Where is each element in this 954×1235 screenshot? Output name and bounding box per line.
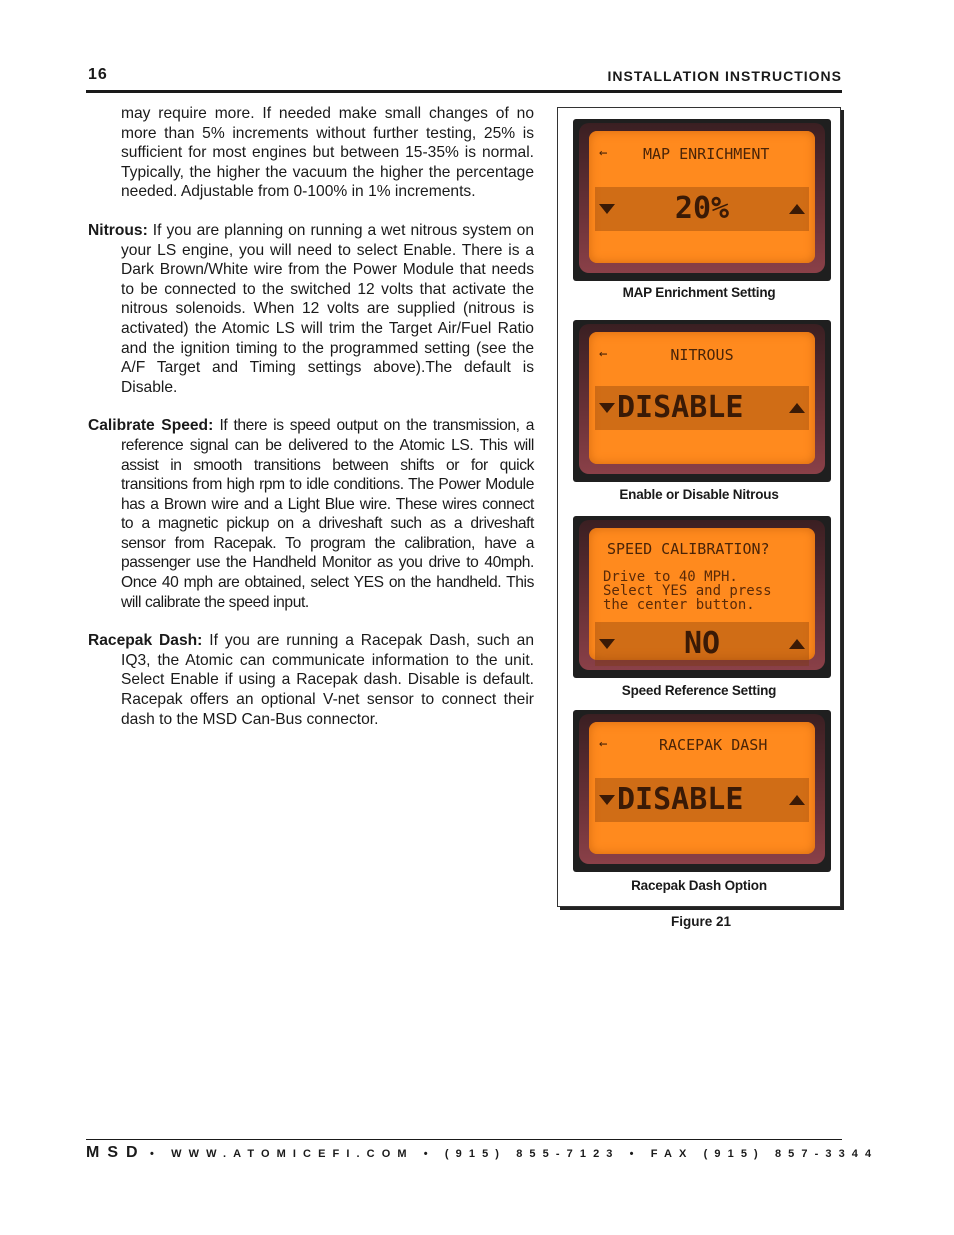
down-arrow-icon <box>599 204 615 214</box>
lcd-title: NITROUS <box>670 346 734 364</box>
lcd-screen-map-enrichment <box>573 119 831 281</box>
body-text <box>88 104 534 748</box>
up-arrow-icon <box>789 204 805 214</box>
figure-panel <box>557 107 841 907</box>
lcd-value: NO <box>683 626 721 661</box>
caption-racepak-dash: Racepak Dash Option <box>631 878 767 893</box>
lcd-value-bar <box>595 778 809 822</box>
caption-nitrous: Enable or Disable Nitrous <box>619 487 779 502</box>
lcd-message-line: the center button. <box>603 597 755 613</box>
calibrate-speed-text: If there is speed output on the transmission, a reference signal can be delivered to the Atomic LS. This will assist in smooth transitions between shifts or for quick transitions from high rpm to idle conditions. The Power Module has a Brown wire and a Light Blue wire. These wires connect to a magnetic pickup on a driveshaft such as a driveshaft sensor from Racepak. To program the calibration, have a passenger use the Handheld Monitor as you drive to 40mph. Once 40 mph are obtained, select YES on the handheld. This will calibrate the speed input. <box>121 417 534 611</box>
intro-paragraph: may require more. If needed make small changes of no more than 5% increments without further testing, 25% is sufficient for most engines but between 15-35% is normal. Typically, the higher the vacuum the higher the percentage needed. Adjustable from 0-100% in 1% increments. <box>121 105 534 201</box>
lcd-message-line: Drive to 40 MPH. <box>603 569 738 585</box>
handheld-bezel <box>579 714 825 864</box>
lcd-display <box>589 131 815 263</box>
down-arrow-icon <box>599 639 615 649</box>
handheld-bezel <box>579 520 825 670</box>
back-arrow-icon: ← <box>599 736 608 752</box>
racepak-dash-term: Racepak Dash: <box>88 632 203 650</box>
caption-map-enrichment: MAP Enrichment Setting <box>622 285 776 300</box>
page-header-title: INSTALLATION INSTRUCTIONS <box>607 68 842 84</box>
up-arrow-icon <box>789 639 805 649</box>
calibrate-speed-term: Calibrate Speed: <box>88 417 214 435</box>
nitrous-text: If you are planning on running a wet nitrous system on your LS engine, you will need to select Enable. There is a Dark Brown/White wire from the Power Module that needs to be connected to the switched 12 volts that activate the nitrous solenoids. When 12 volts are supplied (nitrous is activated) the Atomic LS will trim the Target Air/Fuel Ratio and the ignition timing to the programmed setting (see the A/F Target and Timing settings above).The default is Disable. <box>121 221 534 396</box>
lcd-title: SPEED CALIBRATION? <box>607 540 770 558</box>
page-footer <box>86 1144 879 1162</box>
lcd-value-bar <box>595 386 809 430</box>
handheld-bezel <box>579 123 825 273</box>
lcd-screen-nitrous <box>573 320 831 482</box>
lcd-title: MAP ENRICHMENT <box>643 145 770 163</box>
lcd-title: RACEPAK DASH <box>659 736 768 754</box>
figure-label: Figure 21 <box>670 914 732 929</box>
lcd-value-bar <box>595 622 809 666</box>
lcd-screen-racepak-dash <box>573 710 831 872</box>
back-arrow-icon: ← <box>599 346 608 362</box>
nitrous-term: Nitrous: <box>88 221 148 239</box>
caption-speed-reference: Speed Reference Setting <box>621 683 777 698</box>
racepak-dash-paragraph <box>88 631 534 729</box>
racepak-dash-text: If you are running a Racepak Dash, such an IQ3, the Atomic can communicate information to the unit. Select Enable if using a Racepak dash. Disable is default. Racepak offers an optional V-net sensor to connect their dash to the MSD Can-Bus connector. <box>121 632 535 728</box>
lcd-value: DISABLE <box>617 390 744 425</box>
lcd-value: DISABLE <box>617 782 744 817</box>
lcd-value-bar <box>595 187 809 231</box>
down-arrow-icon <box>599 795 615 805</box>
lcd-value: 20% <box>674 191 730 226</box>
calibrate-speed-paragraph <box>88 416 534 612</box>
lcd-screen-speed-calibration <box>573 516 831 678</box>
footer-rule <box>86 1139 842 1140</box>
handheld-bezel <box>579 324 825 474</box>
down-arrow-icon <box>599 403 615 413</box>
lcd-display <box>589 528 815 660</box>
lcd-message-line: Select YES and press <box>603 583 772 599</box>
up-arrow-icon <box>789 403 805 413</box>
footer-brand: MSD <box>86 1144 146 1161</box>
nitrous-paragraph <box>88 221 534 397</box>
lcd-message <box>603 570 772 612</box>
lcd-display <box>589 722 815 854</box>
up-arrow-icon <box>789 795 805 805</box>
header-rule <box>86 90 842 93</box>
back-arrow-icon: ← <box>599 145 608 161</box>
lcd-display <box>589 332 815 464</box>
footer-contact: • WWW.ATOMICEFI.COM • (915) 855-7123 • FAX (915) 857-3344 <box>150 1148 879 1160</box>
page-number: 16 <box>88 66 108 83</box>
